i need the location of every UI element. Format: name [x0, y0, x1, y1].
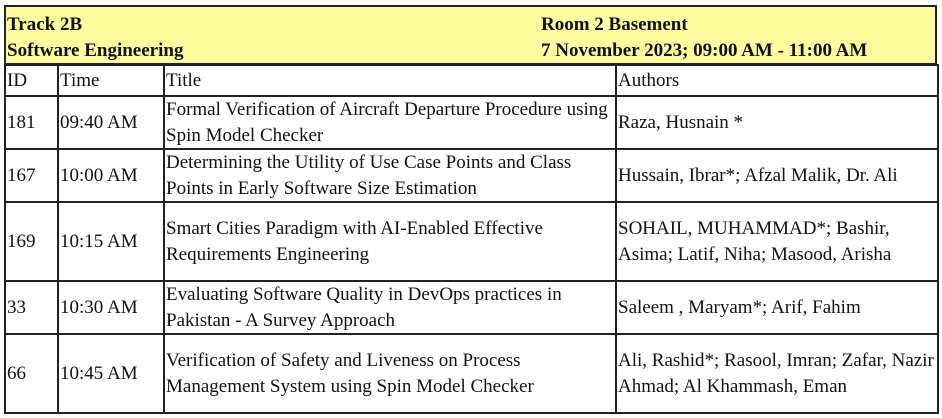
session-datetime: 7 November 2023; 09:00 AM - 11:00 AM	[541, 40, 868, 61]
cell-authors: Raza, Husnain *	[616, 96, 938, 149]
cell-authors: Saleem , Maryam*; Arif, Fahim	[616, 281, 938, 334]
column-header-id: ID	[5, 65, 58, 96]
cell-time: 10:45 AM	[58, 334, 164, 413]
session-header	[4, 5, 937, 65]
cell-id: 33	[5, 281, 58, 334]
cell-authors: SOHAIL, MUHAMMAD*; Bashir, Asima; Latif, Niha; Masood, Arisha	[616, 202, 938, 281]
cell-title: Smart Cities Paradigm with AI-Enabled Effective Requirements Engineering	[164, 202, 616, 281]
cell-title: Determining the Utility of Use Case Points and Class Points in Early Software Size Estimation	[164, 149, 616, 202]
cell-title: Evaluating Software Quality in DevOps practices in Pakistan - A Survey Approach	[164, 281, 616, 334]
table-row	[5, 202, 938, 281]
schedule-table	[4, 64, 939, 414]
cell-authors: Ali, Rashid*; Rasool, Imran; Zafar, Nazir Ahmad; Al Khammash, Eman	[616, 334, 938, 413]
cell-id: 181	[5, 96, 58, 149]
table-row	[5, 334, 938, 413]
column-header-title: Title	[164, 65, 616, 96]
cell-id: 167	[5, 149, 58, 202]
table-header-row	[5, 65, 938, 96]
room-label: Room 2 Basement	[541, 14, 688, 35]
cell-time: 09:40 AM	[58, 96, 164, 149]
cell-title: Formal Verification of Aircraft Departure Procedure using Spin Model Checker	[164, 96, 616, 149]
column-header-authors: Authors	[616, 65, 938, 96]
table-row	[5, 96, 938, 149]
cell-title: Verification of Safety and Liveness on Process Management System using Spin Model Checker	[164, 334, 616, 413]
table-row	[5, 281, 938, 334]
cell-time: 10:15 AM	[58, 202, 164, 281]
cell-authors: Hussain, Ibrar*; Afzal Malik, Dr. Ali	[616, 149, 938, 202]
cell-id: 66	[5, 334, 58, 413]
cell-time: 10:30 AM	[58, 281, 164, 334]
table-row	[5, 149, 938, 202]
cell-id: 169	[5, 202, 58, 281]
track-label: Track 2B	[7, 14, 83, 35]
track-name: Software Engineering	[7, 40, 184, 61]
cell-time: 10:00 AM	[58, 149, 164, 202]
column-header-time: Time	[58, 65, 164, 96]
